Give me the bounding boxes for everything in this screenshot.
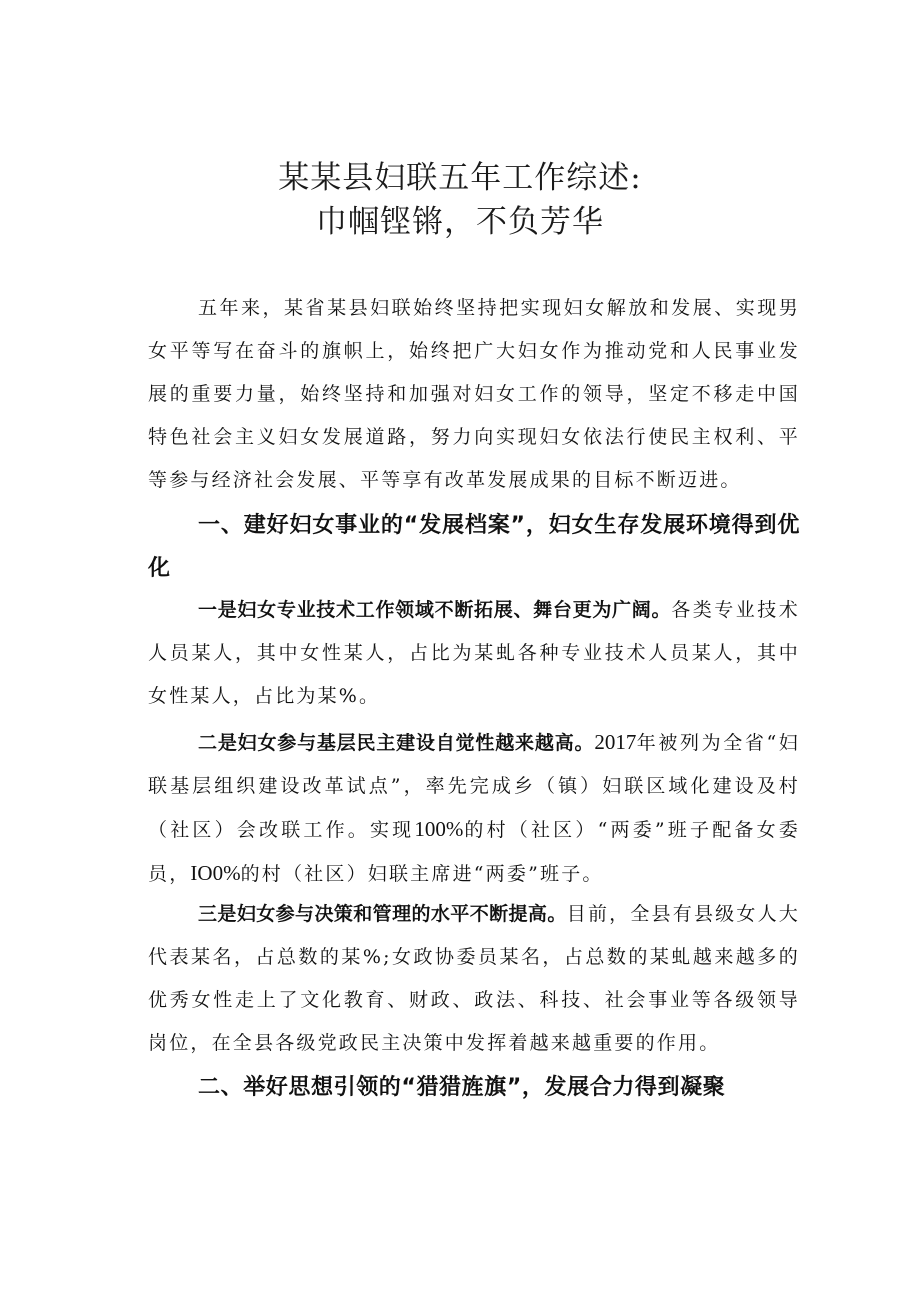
item3-lead: 三是妇女参与决策和管理的水平不断提高。 [198,903,567,925]
item2-text-a: 年被列为全省“妇联基层组织建设改革试点”，率先完成乡（镇）妇联区域化建设及村（社区）会改联工作。实现 [148,732,800,841]
intro-paragraph: 五年来，某省某县妇联始终坚持把实现妇女解放和发展、实现男女平等写在奋斗的旗帜上，始终把广大妇女作为推动党和人民事业发展的重要力量，始终坚持和加强对妇女工作的领导，坚定不移走中国特色社会主义妇女发展道路，努力向实现妇女依法行使民主权利、平等参与经济社会发展、平等享有改革发展成果的目标不断迈进。 [148,297,800,491]
item2-percent-1: 100% [414,817,464,841]
item2-lead: 二是妇女参与基层民主建设自觉性越来越高。 [198,732,595,754]
item1-paragraph [148,589,800,718]
document-title-line2: 巾帼铿锵，不负芳华 [316,204,604,240]
item1-text: 各类专业技术人员某人，其中女性某人，占比为某虬各种专业技术人员某人，其中女性某人，占比为某%。 [148,599,801,707]
section1-heading: 一、建好妇女事业的“发展档案”，妇女生存发展环境得到优化 [148,513,800,581]
section2-heading: 二、举好思想引领的“猎猎旌旗”，发展合力得到凝聚 [198,1075,726,1100]
item2-text-c: 的村（社区）妇联主席进“两委”班子。 [240,863,604,885]
item3-paragraph [148,893,800,1065]
document-title-line1: 某某县妇联五年工作综述: [278,160,642,196]
item2-text-b: 的村（社区）“两委”班子配备女委员， [148,819,800,885]
item2-paragraph [148,721,800,896]
item2-percent-2: IO0% [190,861,241,885]
item1-lead: 一是妇女专业技术工作领域不断拓展、舞台更为广阔。 [198,599,672,621]
item3-text: 目前，全县有县级女人大代表某名，占总数的某%;女政协委员某名，占总数的某虬越来越多的优秀女性走上了文化教育、财政、政法、科技、社会事业等各级领导岗位，在全县各级党政民主决策中发挥着越来越重要的作用。 [148,903,800,1054]
item2-year: 2017 [594,730,637,754]
